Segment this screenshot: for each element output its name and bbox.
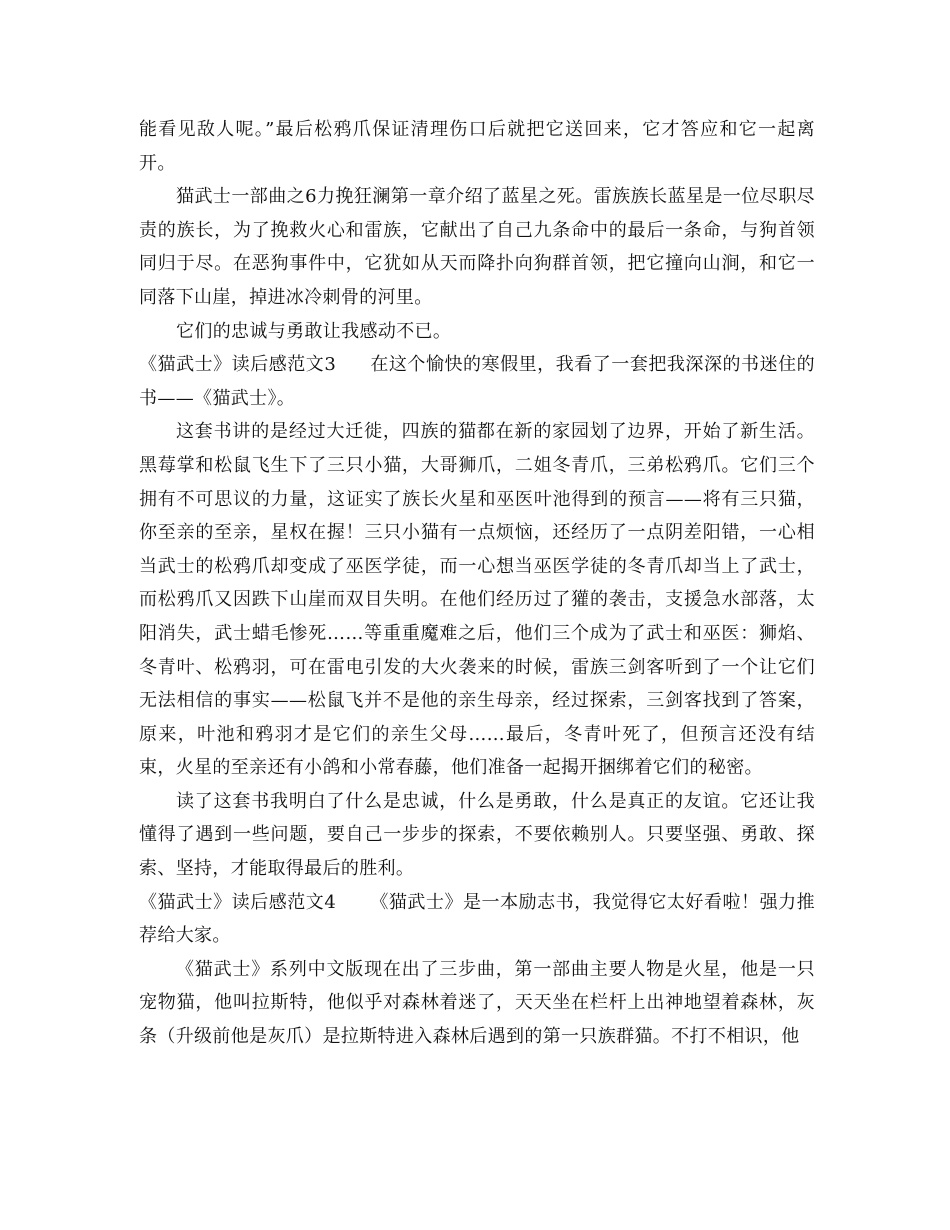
- paragraph-4: 这套书讲的是经过大迁徙，四族的猫都在新的家园划了边界，开始了新生活。黑莓掌和松鼠飞生下了三只小猫，大哥狮爪，二姐冬青爪，三弟松鸦爪。它们三个拥有不可思议的力量，这证实了族长火星和巫医叶池得到的预言——将有三只猫，你至亲的至亲，星权在握！三只小猫有一点烦恼，还经历了一点阴差阳错，一心相当武士的松鸦爪却变成了巫医学徒，而一心想当巫医学徒的冬青爪却当上了武士，而松鸦爪又因跌下山崖而双目失明。在他们经历过了獾的袭击，支援急水部落，太阳消失，武士蜡毛惨死……等重重魔难之后，他们三个成为了武士和巫医：狮焰、冬青叶、松鸦羽，可在雷电引发的大火袭来的时候，雷族三剑客听到了一个让它们无法相信的事实——松鼠飞并不是他的亲生母亲，经过探索，三剑客找到了答案，原来，叶池和鸦羽才是它们的亲生父母……最后，冬青叶死了，但预言还没有结束，火星的至亲还有小鸽和小常春藤，他们准备一起揭开捆绑着它们的秘密。: [139, 421, 815, 779]
- paragraph-2: 猫武士一部曲之6力挽狂澜第一章介绍了蓝星之死。雷族族长蓝星是一位尽职尽责的族长，为了挽救火心和雷族，它献出了自己九条命中的最后一条命，与狗首领同归于尽。在恶狗事件中，它犹如从天而降扑向狗群首领，把它撞向山涧，和它一同落下山崖，掉进冰冷刺骨的河里。: [139, 186, 815, 308]
- section-4-title: 《猫武士》读后感范文4: [139, 891, 337, 913]
- paragraph-1: 能看见敌人呢。”最后松鸦爪保证清理伤口后就把它送回来，它才答应和它一起离开。: [139, 119, 815, 174]
- section-3: [139, 348, 815, 415]
- section-3-title: 《猫武士》读后感范文3: [139, 354, 337, 376]
- document-body: [139, 113, 815, 1054]
- paragraph-3: 它们的忠诚与勇敢让我感动不已。: [176, 320, 452, 342]
- paragraph-6: 《猫武士》系列中文版现在出了三步曲，第一部曲主要人物是火星，他是一只宠物猫，他叫拉斯特，他似乎对森林着迷了，天天坐在栏杆上出神地望着森林，灰条（升级前他是灰爪）是拉斯特进入森林后遇到的第一只族群猫。不打不相识，他: [139, 958, 815, 1048]
- section-4: [139, 886, 815, 953]
- section-3-text: 在这个愉快的寒假里，我看了一套把我深深的书迷住的书——《猫武士》。: [139, 354, 815, 409]
- paragraph-5: 读了这套书我明白了什么是忠诚，什么是勇敢，什么是真正的友谊。它还让我懂得了遇到一些问题，要自己一步步的探索，不要依赖别人。只要坚强、勇敢、探索、坚持，才能取得最后的胜利。: [139, 790, 815, 880]
- section-4-text: 《猫武士》是一本励志书，我觉得它太好看啦！强力推荐给大家。: [139, 891, 815, 947]
